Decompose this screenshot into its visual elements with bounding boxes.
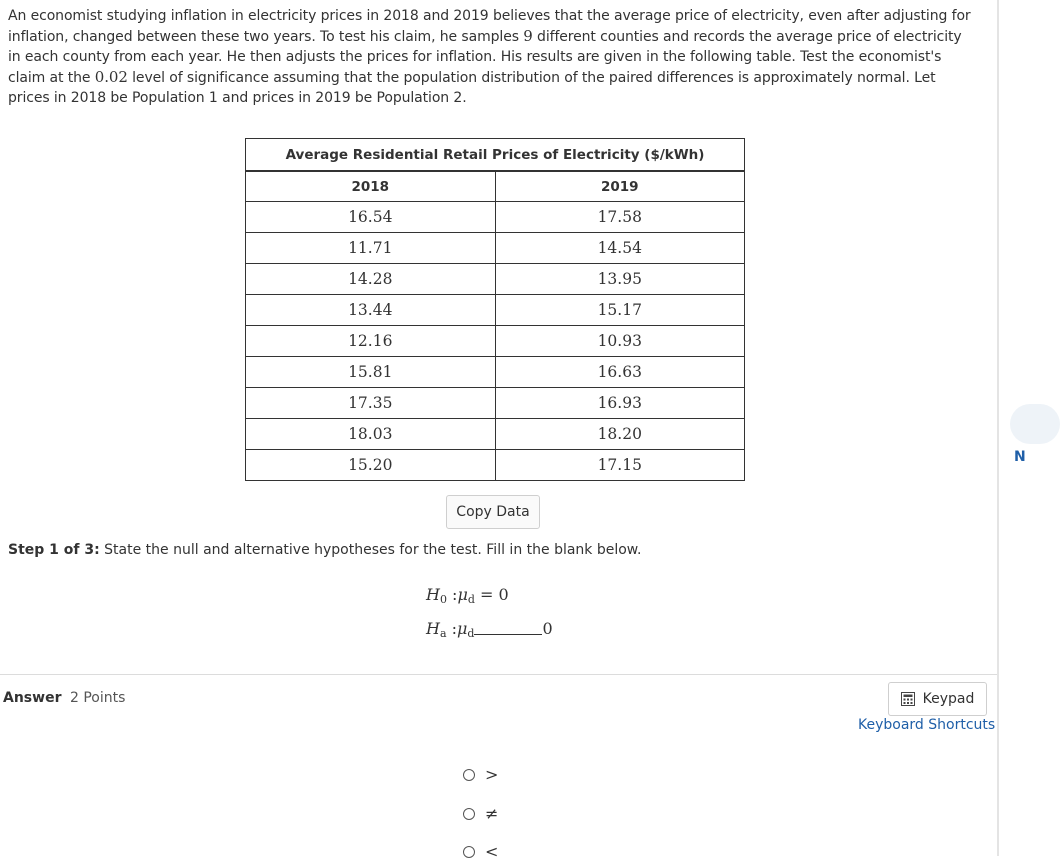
table-cell: 15.81 — [246, 357, 496, 388]
radio-button[interactable] — [463, 769, 475, 781]
table-row — [246, 419, 745, 450]
sample-size: 9 — [523, 27, 533, 45]
question-text-part: different counties and records the average price of electricity in each county from each year. He then adjusts the prices for inflation. His results are given in the following table. Test the economist's claim at the — [8, 29, 962, 86]
table-cell: 17.15 — [495, 450, 745, 481]
question-text-part: An economist studying inflation in electricity prices in 2018 and 2019 believes that the average price of electricity, even after adjusting for inflation, changed between these two years. To test his claim, he samples — [8, 8, 971, 45]
table-row — [246, 202, 745, 233]
keypad-label: Keypad — [922, 691, 975, 707]
step-instruction — [8, 540, 641, 560]
option-label: ≠ — [485, 804, 499, 823]
table-cell: 18.20 — [495, 419, 745, 450]
h0-equals: = — [479, 585, 494, 604]
copy-data-button[interactable]: Copy Data — [446, 495, 540, 529]
h0-mu: μ — [457, 585, 468, 604]
points-label: 2 Points — [70, 690, 126, 706]
table-row — [246, 450, 745, 481]
null-hypothesis — [426, 585, 509, 606]
table-caption: Average Residential Retail Prices of Electricity ($/kWh) — [246, 139, 745, 172]
option-greater-than[interactable] — [463, 765, 498, 784]
table-row — [246, 264, 745, 295]
answer-label: Answer — [3, 690, 62, 706]
table-cell: 17.58 — [495, 202, 745, 233]
panel-divider — [997, 0, 999, 856]
table-cell: 10.93 — [495, 326, 745, 357]
answer-divider — [0, 674, 997, 675]
table-cell: 14.28 — [246, 264, 496, 295]
table-cell: 17.35 — [246, 388, 496, 419]
significance-level: 0.02 — [94, 68, 128, 86]
table-cell: 12.16 — [246, 326, 496, 357]
side-nav-label[interactable]: N — [1014, 449, 1026, 465]
table-cell: 11.71 — [246, 233, 496, 264]
table-cell: 15.17 — [495, 295, 745, 326]
step-label: Step 1 of 3: — [8, 542, 100, 558]
table-cell: 18.03 — [246, 419, 496, 450]
option-label: > — [485, 765, 499, 784]
table-cell: 13.44 — [246, 295, 496, 326]
ha-subscript: a — [439, 627, 447, 640]
table-row — [246, 357, 745, 388]
h0-subscript: 0 — [439, 593, 447, 606]
side-nav-button[interactable] — [1010, 404, 1060, 444]
answer-blank[interactable] — [474, 620, 542, 635]
step-text: State the null and alternative hypotheses for the test. Fill in the blank below. — [99, 542, 642, 558]
table-cell: 16.93 — [495, 388, 745, 419]
ha-value: 0 — [542, 619, 553, 638]
table-cell: 16.63 — [495, 357, 745, 388]
h0-value: 0 — [498, 585, 509, 604]
keypad-button[interactable] — [888, 682, 987, 716]
prices-table — [245, 138, 745, 481]
column-header-2019: 2019 — [495, 171, 745, 202]
keyboard-shortcuts-link[interactable]: Keyboard Shortcuts — [858, 717, 996, 733]
h0-symbol: H — [426, 585, 440, 604]
question-text-part: level of significance assuming that the population distribution of the paired differences is approximately normal. Let prices in 2018 be Population 1 and prices in 2019 be Population 2. — [8, 70, 936, 106]
ha-mu: μ — [457, 619, 468, 638]
ha-mu-subscript: d — [467, 627, 475, 640]
table-cell: 14.54 — [495, 233, 745, 264]
question-text — [8, 6, 978, 108]
table-cell: 15.20 — [246, 450, 496, 481]
option-label: < — [485, 842, 499, 861]
table-row — [246, 326, 745, 357]
calculator-icon — [901, 692, 915, 706]
alternative-hypothesis — [426, 619, 553, 640]
radio-button[interactable] — [463, 808, 475, 820]
option-less-than[interactable] — [463, 842, 498, 861]
table-row — [246, 295, 745, 326]
table-row — [246, 233, 745, 264]
h0-colon: : — [452, 585, 458, 604]
ha-symbol: H — [426, 619, 440, 638]
table-row — [246, 388, 745, 419]
table-cell: 16.54 — [246, 202, 496, 233]
h0-mu-subscript: d — [467, 593, 475, 606]
table-cell: 13.95 — [495, 264, 745, 295]
ha-colon: : — [451, 619, 457, 638]
column-header-2018: 2018 — [246, 171, 496, 202]
radio-button[interactable] — [463, 846, 475, 858]
option-not-equal[interactable] — [463, 804, 498, 823]
